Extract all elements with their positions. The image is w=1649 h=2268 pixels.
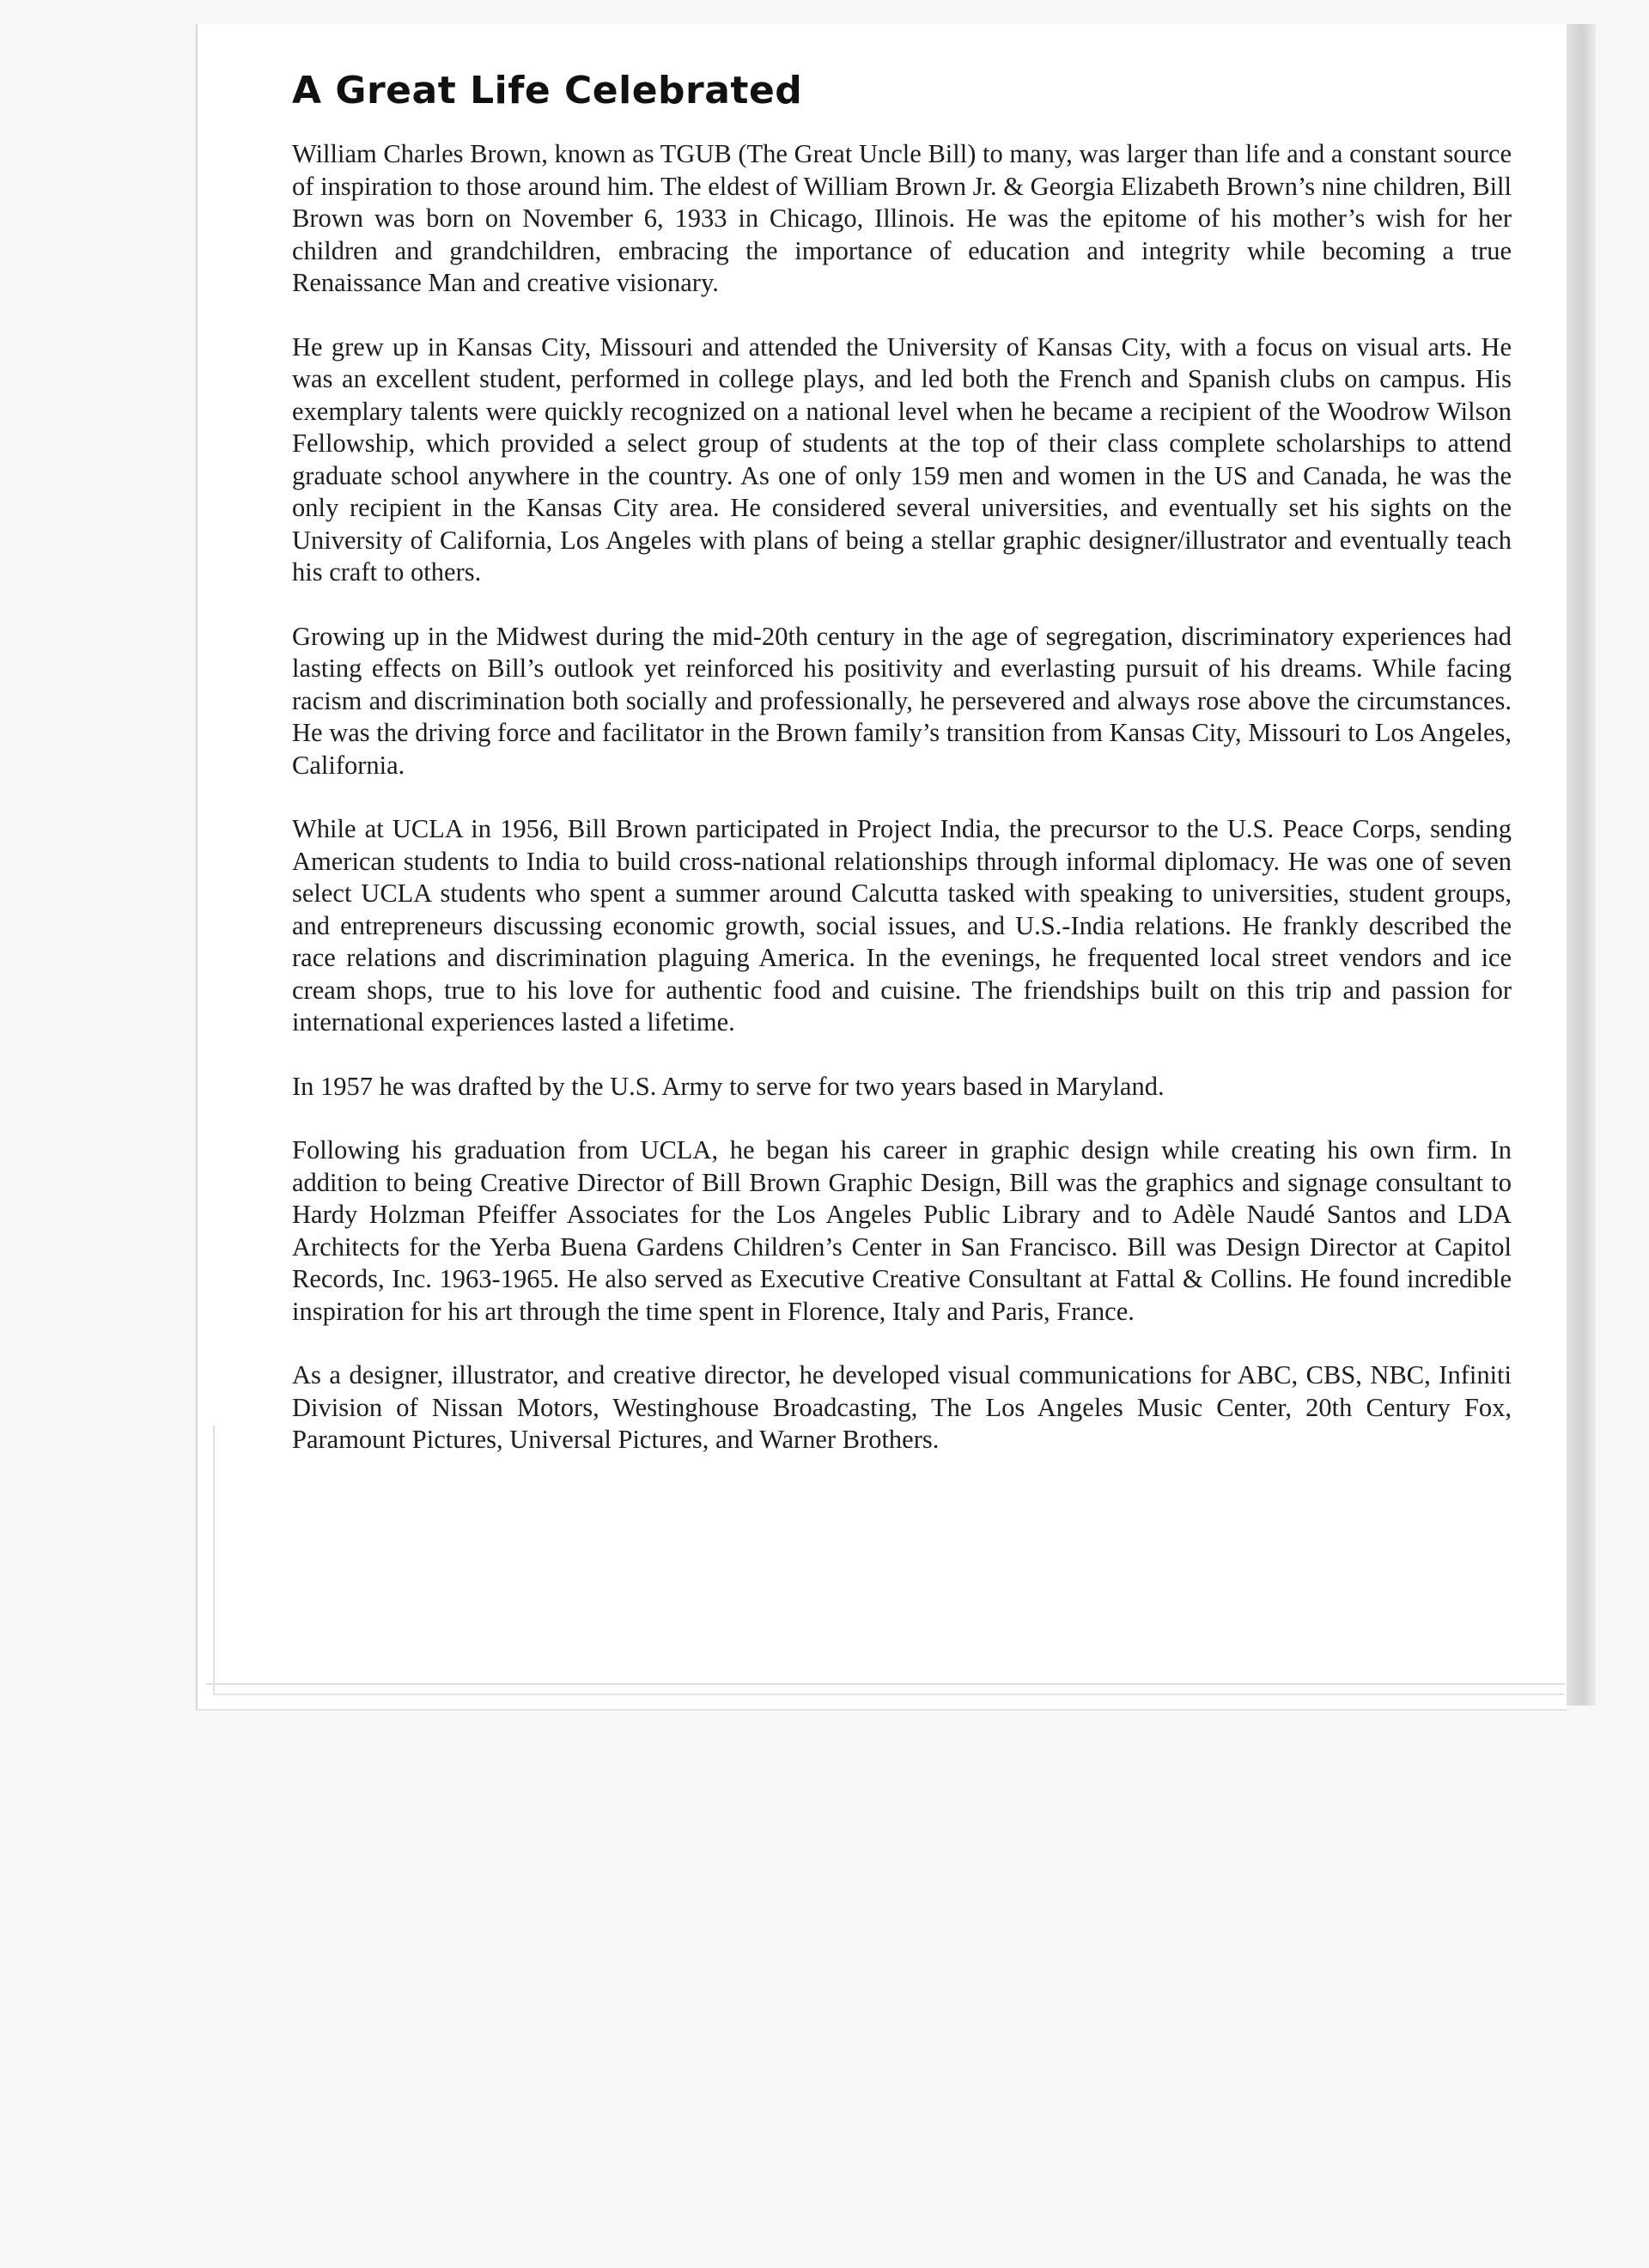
document-content	[292, 69, 1512, 1488]
paragraph-education: He grew up in Kansas City, Missouri and attended the University of Kansas City, with a focus on visual arts. He was an excellent student, performed in college plays, and led both the French and Spanish clubs on campus. His exemplary talents were quickly recognized on a national level when he became a recipient of the Woodrow Wilson Fellowship, which provided a select group of students at the top of their class complete scholarships to attend graduate school anywhere in the country. As one of only 159 men and women in the US and Canada, he was the only recipient in the Kansas City area. He considered several universities, and eventually set his sights on the University of California, Los Angeles with plans of being a stellar graphic designer/illustrator and eventually teach his craft to others.	[292, 331, 1512, 587]
paragraph-project-india: While at UCLA in 1956, Bill Brown participated in Project India, the precursor to the U.S. Peace Corps, sending American students to India to build cross-national relationships through informal diplomacy. He was one of seven select UCLA students who spent a summer around Calcutta tasked with speaking to universities, student groups, and entrepreneurs discussing economic growth, social issues, and U.S.-India relations. He frankly described the race relations and discrimination plaguing America. In the evenings, he frequented local street vendors and ice cream shops, true to his love for authentic food and cuisine. The friendships built on this trip and passion for international experiences lasted a lifetime.	[292, 814, 1512, 1037]
paragraph-midwest: Growing up in the Midwest during the mid-20th century in the age of segregation, discriminatory experiences had lasting effects on Bill’s outlook yet reinforced his positivity and everlasting pursuit of his dreams. While facing racism and discrimination both socially and professionally, he persevered and always rose above the circumstances. He was the driving force and facilitator in the Brown family’s transition from Kansas City, Missouri to Los Angeles, California.	[292, 621, 1512, 780]
paragraph-career: Following his graduation from UCLA, he began his career in graphic design while creating his own firm. In addition to being Creative Director of Bill Brown Graphic Design, Bill was the graphics and signage consultant to Hardy Holzman Pfeiffer Associates for the Los Angeles Public Library and to Adèle Naudé Santos and LDA Architects for the Yerba Buena Gardens Children’s Center in San Francisco. Bill was Design Director at Capitol Records, Inc. 1963-1965. He also served as Executive Creative Consultant at Fattal & Collins. He found incredible inspiration for his art through the time spent in Florence, Italy and Paris, France.	[292, 1135, 1512, 1326]
page-shadow	[1563, 24, 1596, 1706]
page-edge	[206, 1683, 1565, 1685]
paragraph-intro: William Charles Brown, known as TGUB (The Great Uncle Bill) to many, was larger than life and a constant source of inspiration to those around him. The eldest of William Brown Jr. & Georgia Elizabeth Brown’s nine children, Bill Brown was born on November 6, 1933 in Chicago, Illinois. He was the epitome of his mother’s wish for her children and grandchildren, embracing the importance of education and integrity while becoming a true Renaissance Man and creative visionary.	[292, 139, 1512, 297]
page-edge	[213, 1426, 215, 1693]
page-title: A Great Life Celebrated	[292, 69, 803, 112]
paragraph-army: In 1957 he was drafted by the U.S. Army to serve for two years based in Maryland.	[292, 1071, 1165, 1101]
paragraph-clients: As a designer, illustrator, and creative director, he developed visual communications for ABC, CBS, NBC, Infiniti Division of Nissan Motors, Westinghouse Broadcasting, The Los Angeles Music Center, 20th Century Fox, Paramount Pictures, Universal Pictures, and Warner Brothers.	[292, 1360, 1512, 1454]
page-edge	[213, 1693, 1565, 1695]
